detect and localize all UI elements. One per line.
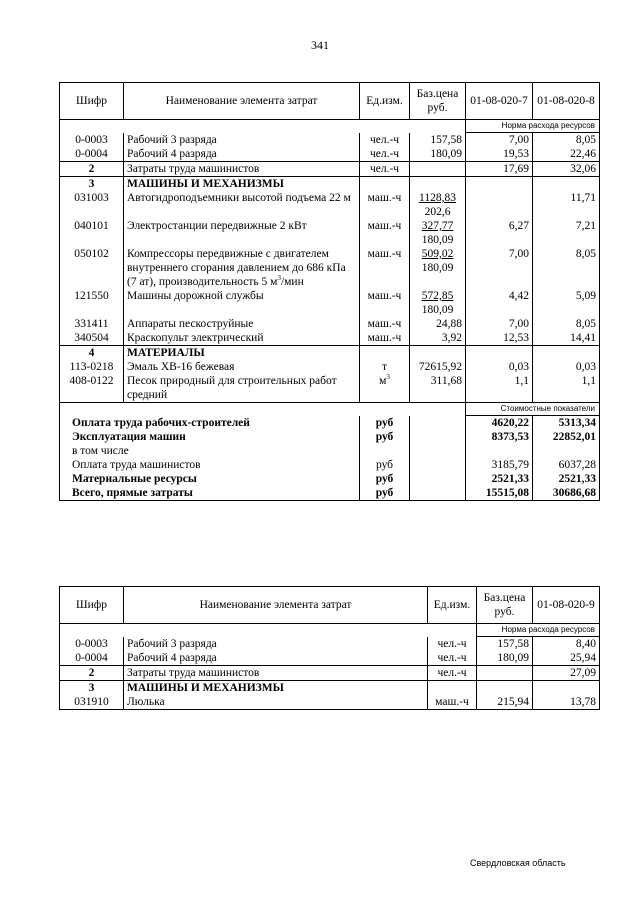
row-price [410,219,466,247]
row-price [410,147,466,162]
row-value-1: 12,53 [466,331,533,346]
row-code: 0-0004 [60,651,124,666]
row-value-2: 1,1 [533,374,600,403]
row-name-text: Аппараты пескоструйные [127,318,254,330]
summary-value-2: 6037,28 [533,458,600,472]
row-code: 050102 [60,247,124,289]
section-row [60,346,600,361]
row-name-text: Эмаль ХВ-16 бежевая [127,361,235,373]
row-unit-text: т [381,361,388,373]
row-code: 3 [60,177,124,192]
row-unit [428,666,477,681]
row-unit [360,162,410,177]
norm-label-row [60,120,600,133]
row-name [124,346,360,361]
summary-unit: руб [360,458,410,472]
summary-value-1: 2521,33 [466,472,533,486]
header-col1: 01-08-020-7 [466,83,533,120]
section-row [60,177,600,192]
row-name-text: Автогидроподъемники высотой подъема 22 м [127,192,351,204]
row-value-2: 5,09 [533,289,600,317]
header-col1: 01-08-020-9 [533,587,600,624]
row-name [124,177,360,192]
row-price [410,346,466,361]
row-price [410,133,466,148]
row-name [124,360,360,374]
row-name-sup: 3 [277,274,281,283]
row-name-text: Затраты труда машинистов [127,163,260,175]
row-unit [360,374,410,403]
row-value-1: 7,00 [466,247,533,289]
row-unit [360,247,410,289]
row-unit [360,133,410,148]
row-price-sub: 202,6 [424,206,451,218]
row-code: 031910 [60,695,124,710]
row-unit-text: маш.-ч [435,696,469,708]
row-name [124,681,428,696]
row-code: 121550 [60,289,124,317]
row-code: 2 [60,162,124,177]
header-name: Наименование элемента затрат [124,587,428,624]
header-row [60,587,600,624]
summary-row [60,444,600,458]
row-price-value: 3,92 [441,332,462,344]
row-name [124,695,428,710]
row-value-1: 7,00 [466,317,533,331]
cost-label: Стоимостные показатели [466,403,600,416]
header-name: Наименование элемента затрат [124,83,360,120]
summary-price [410,444,466,458]
row-price-sub: 180,09 [421,304,454,316]
row-code: 040101 [60,219,124,247]
resource-row [60,191,600,219]
row-value-1: 25,94 [533,651,600,666]
row-code: 0-0003 [60,637,124,652]
row-unit [360,289,410,317]
summary-unit: руб [360,416,410,431]
row-name-text: Рабочий 4 разряда [127,652,217,664]
row-code: 113-0218 [60,360,124,374]
row-code: 031003 [60,191,124,219]
row-unit-text: чел.-ч [437,652,467,664]
row-unit-text: чел.-ч [369,133,400,146]
summary-value-1 [466,444,533,458]
summary-value-2: 22852,01 [533,430,600,444]
row-price-sub: 180,09 [421,262,454,274]
norm-label-2-spacer [60,624,477,637]
row-code: 408-0122 [60,374,124,403]
row-price [477,681,533,696]
summary-value-1: 15515,08 [466,486,533,501]
row-unit [360,177,410,192]
row-unit-text: чел.-ч [369,148,400,160]
row-value-1: 19,53 [466,147,533,162]
row-name-text: Рабочий 3 разряда [127,637,217,650]
row-value-1: 13,78 [533,695,600,710]
row-name-text: Песок природный для строительных работ средний [127,375,337,401]
row-value-1: 7,00 [466,133,533,148]
resource-row [60,331,600,346]
resource-row [60,147,600,162]
summary-value-1: 8373,53 [466,430,533,444]
summary-row [60,486,600,501]
row-unit [360,346,410,361]
row-value-1: 8,40 [533,637,600,652]
header-unit: Ед.изм. [360,83,410,120]
row-price [477,637,533,652]
section-row [60,162,600,177]
summary-price [410,416,466,431]
row-name [124,637,428,652]
row-value-1: 27,09 [533,666,600,681]
resource-row [60,374,600,403]
row-name [124,317,360,331]
row-price [410,360,466,374]
row-unit-text: маш.-ч [367,192,402,204]
header-code: Шифр [60,587,124,624]
row-unit [428,651,477,666]
resource-row [60,637,600,652]
row-value-1: 0,03 [466,360,533,374]
row-code: 3 [60,681,124,696]
header-col2: 01-08-020-8 [533,83,600,120]
summary-price [410,430,466,444]
resource-table-1 [59,82,600,501]
row-value-1: 1,1 [466,374,533,403]
row-price [410,317,466,331]
summary-unit: руб [360,472,410,486]
resource-row [60,133,600,148]
row-name-text: МАТЕРИАЛЫ [127,347,205,359]
row-price [410,247,466,289]
header-code: Шифр [60,83,124,120]
row-code: 0-0003 [60,133,124,148]
resource-table-2 [59,586,600,710]
row-name [124,651,428,666]
row-value-1 [466,346,533,361]
row-name [124,147,360,162]
row-name [124,331,360,346]
resource-row [60,219,600,247]
row-value-2: 7,21 [533,219,600,247]
row-value-2: 22,46 [533,147,600,162]
summary-row [60,416,600,431]
summary-name: Оплата труда рабочих-строителей [60,416,360,431]
summary-value-1: 3185,79 [466,458,533,472]
row-name [124,666,428,681]
row-value-2 [533,346,600,361]
row-unit [360,191,410,219]
row-unit-sup: 3 [386,373,390,382]
row-name-text: Затраты труда машинистов [127,667,260,679]
norm-label-spacer [60,120,466,133]
row-value-1: 17,69 [466,162,533,177]
row-price-sub: 180,09 [421,234,454,246]
row-value-1 [466,177,533,192]
row-price-value: 72615,92 [418,361,462,373]
cost-label-spacer [60,403,466,416]
row-unit-text: маш.-ч [367,318,402,330]
resource-row [60,360,600,374]
row-unit-text: м [379,375,387,387]
page-number: 341 [311,38,329,52]
row-unit [428,637,477,652]
row-unit [360,360,410,374]
row-unit [428,681,477,696]
row-value-2: 8,05 [533,133,600,148]
row-value-1 [533,681,600,696]
summary-value-1: 4620,22 [466,416,533,431]
row-price-value: 157,58 [497,638,529,650]
row-unit-text: чел.-ч [369,163,400,175]
row-code: 0-0004 [60,147,124,162]
row-name-text: МАШИНЫ И МЕХАНИЗМЫ [127,682,284,694]
summary-unit [360,444,410,458]
summary-name: в том числе [60,444,360,458]
row-price [410,177,466,192]
row-name-text: Электростанции передвижные 2 кВт [127,220,307,232]
resource-row [60,289,600,317]
row-value-2: 8,05 [533,247,600,289]
row-value-2: 8,05 [533,317,600,331]
row-price [410,162,466,177]
row-unit [428,695,477,710]
row-value-2: 0,03 [533,360,600,374]
row-name-text: Машины дорожной службы [127,290,264,302]
footer-region: Свердловская область [470,858,566,868]
summary-name: Всего, прямые затраты [60,486,360,501]
row-value-1: 4,42 [466,289,533,317]
row-name [124,191,360,219]
row-price [410,331,466,346]
row-price-value: 1128,83 [419,192,456,204]
row-value-2: 32,06 [533,162,600,177]
row-name-text: МАШИНЫ И МЕХАНИЗМЫ [127,178,284,190]
summary-name: Оплата труда машинистов [60,458,360,472]
row-name [124,133,360,148]
row-price [477,651,533,666]
row-name-text: Компрессоры передвижные с двигателем внутреннего сгорания давлением до 686 кПа (7 ат), производительность 5 м [127,248,346,288]
row-unit [360,317,410,331]
header-unit: Ед.изм. [428,587,477,624]
row-name-text: Люлька [127,696,165,708]
row-name-text: Рабочий 4 разряда [127,148,217,160]
row-name [124,247,360,289]
row-price [477,666,533,681]
summary-value-2: 2521,33 [533,472,600,486]
row-unit-text: чел.-ч [437,667,467,679]
header-row [60,83,600,120]
row-value-2: 14,41 [533,331,600,346]
row-value-2 [533,177,600,192]
row-unit [360,219,410,247]
row-unit-text: маш.-ч [367,220,402,232]
row-price [410,289,466,317]
row-name-text: Краскопульт электрический [127,332,264,344]
summary-value-2: 30686,68 [533,486,600,501]
summary-price [410,486,466,501]
summary-value-2 [533,444,600,458]
row-code: 4 [60,346,124,361]
summary-name: Материальные ресурсы [60,472,360,486]
norm-label-2-row [60,624,600,637]
header-base_price: Баз.цена руб. [477,587,533,624]
row-value-1: 6,27 [466,219,533,247]
row-name-text: Рабочий 3 разряда [127,133,217,146]
summary-price [410,472,466,486]
row-price [477,695,533,710]
summary-row [60,430,600,444]
row-unit-text: чел.-ч [437,637,467,650]
row-price-value: 509,02 [421,248,454,260]
row-price-value: 311,68 [430,375,462,387]
row-price-value: 24,88 [436,318,462,330]
summary-unit: руб [360,486,410,501]
summary-row [60,458,600,472]
row-value-1 [466,191,533,219]
row-price-value: 215,94 [497,696,529,708]
summary-row [60,472,600,486]
row-price-value: 157,58 [430,133,462,146]
row-unit-text: маш.-ч [367,332,402,344]
row-price [410,374,466,403]
norm-label: Норма расхода ресурсов [466,120,600,133]
resource-row [60,317,600,331]
row-price-value: 327,77 [421,220,454,232]
summary-name: Эксплуатация машин [60,430,360,444]
row-price-value: 572,85 [421,290,454,302]
resource-row [60,247,600,289]
row-code: 331411 [60,317,124,331]
row-value-2: 11,71 [533,191,600,219]
row-price-value: 180,09 [497,652,529,664]
cost-label-row [60,403,600,416]
row-name-tail: /мин [280,276,304,288]
row-name [124,219,360,247]
header-base_price: Баз.цена руб. [410,83,466,120]
row-name [124,289,360,317]
row-unit-text: маш.-ч [367,290,402,302]
summary-unit: руб [360,430,410,444]
row-unit [360,147,410,162]
section-row [60,666,600,681]
row-unit [360,331,410,346]
row-price [410,191,466,219]
norm-label-2: Норма расхода ресурсов [477,624,600,637]
row-name [124,162,360,177]
row-price-value: 180,09 [430,148,462,160]
resource-row [60,695,600,710]
row-code: 2 [60,666,124,681]
row-unit-text: маш.-ч [367,248,402,260]
summary-value-2: 5313,34 [533,416,600,431]
summary-price [410,458,466,472]
resource-row [60,651,600,666]
row-code: 340504 [60,331,124,346]
section-row [60,681,600,696]
row-name [124,374,360,403]
